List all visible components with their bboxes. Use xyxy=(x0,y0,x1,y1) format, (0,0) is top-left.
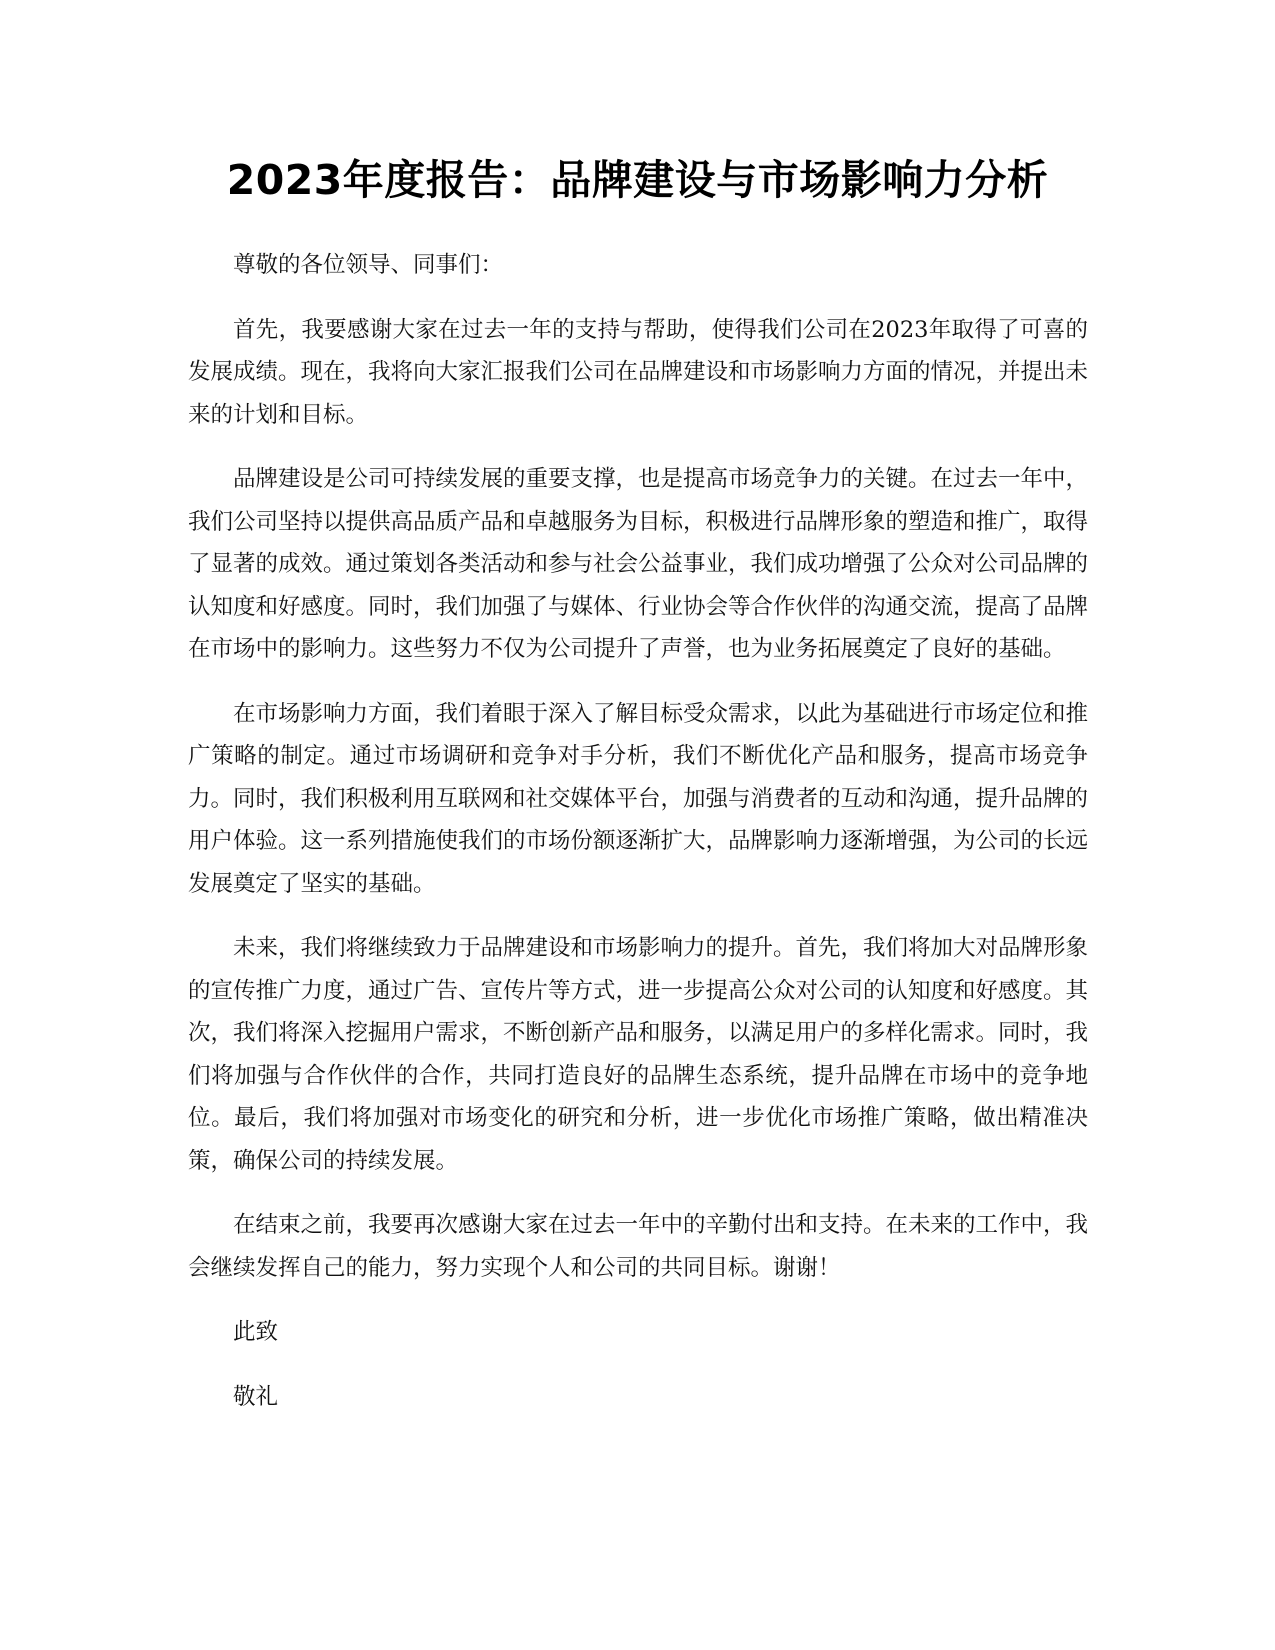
document-body xyxy=(188,244,1088,1440)
paragraph-market-influence: 在市场影响力方面，我们着眼于深入了解目标受众需求，以此为基础进行市场定位和推广策略的制定。通过市场调研和竞争对手分析，我们不断优化产品和服务，提高市场竞争力。同时，我们积极利用互联网和社交媒体平台，加强与消费者的互动和沟通，提升品牌的用户体验。这一系列措施使我们的市场份额逐渐扩大，品牌影响力逐渐增强，为公司的长远发展奠定了坚实的基础。 xyxy=(188,700,1089,897)
paragraph-intro: 首先，我要感谢大家在过去一年的支持与帮助，使得我们公司在2023年取得了可喜的发展成绩。现在，我将向大家汇报我们公司在品牌建设和市场影响力方面的情况，并提出未来的计划和目标。 xyxy=(188,316,1089,428)
paragraph-future-plans: 未来，我们将继续致力于品牌建设和市场影响力的提升。首先，我们将加大对品牌形象的宣传推广力度，通过广告、宣传片等方式，进一步提高公众对公司的认知度和好感度。其次，我们将深入挖掘用户需求，不断创新产品和服务，以满足用户的多样化需求。同时，我们将加强与合作伙伴的合作，共同打造良好的品牌生态系统，提升品牌在市场中的竞争地位。最后，我们将加强对市场变化的研究和分析，进一步优化市场推广策略，做出精准决策，确保公司的持续发展。 xyxy=(188,935,1089,1174)
closing-line-2: 敬礼 xyxy=(233,1383,279,1410)
paragraph-conclusion: 在结束之前，我要再次感谢大家在过去一年中的辛勤付出和支持。在未来的工作中，我会继续发挥自己的能力，努力实现个人和公司的共同目标。谢谢！ xyxy=(188,1212,1089,1281)
salutation: 尊敬的各位领导、同事们： xyxy=(233,252,504,278)
document-title: 2023年度报告：品牌建设与市场影响力分析 xyxy=(226,156,1049,204)
closing-line-1: 此致 xyxy=(233,1319,279,1345)
paragraph-brand-building: 品牌建设是公司可持续发展的重要支撑，也是提高市场竞争力的关键。在过去一年中，我们公司坚持以提供高品质产品和卓越服务为目标，积极进行品牌形象的塑造和推广，取得了显著的成效。通过策划各类活动和参与社会公益事业，我们成功增强了公众对公司品牌的认知度和好感度。同时，我们加强了与媒体、行业协会等合作伙伴的沟通交流，提高了品牌在市场中的影响力。这些努力不仅为公司提升了声誉，也为业务拓展奠定了良好的基础。 xyxy=(188,466,1089,662)
